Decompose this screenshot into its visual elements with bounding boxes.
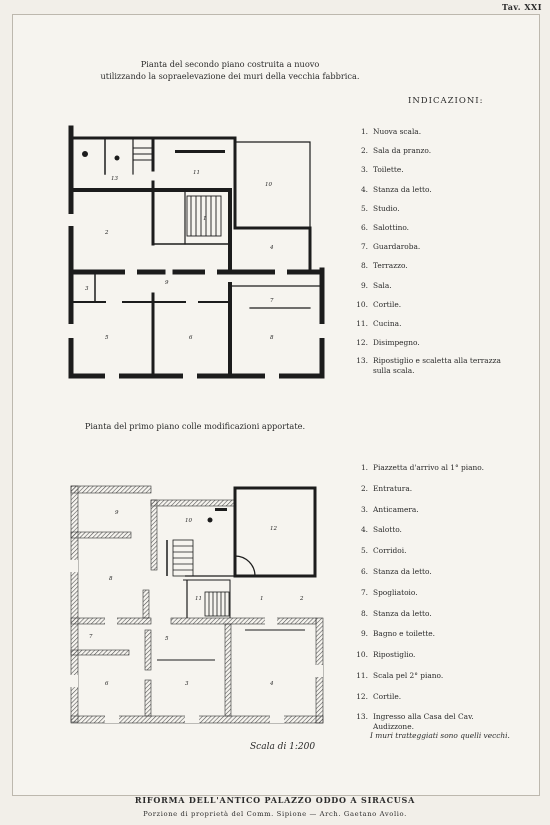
room-label-6: 6	[105, 681, 109, 687]
legend-item-number: 12.	[356, 691, 368, 701]
legend-item-number: 8.	[360, 608, 368, 618]
room-label-8: 8	[270, 335, 274, 341]
legend-title: INDICAZIONI:	[408, 96, 484, 106]
legend-item-text: Scala pel 2° piano.	[373, 670, 444, 680]
room-label-10: 10	[265, 182, 272, 188]
legend-item-text: Studio.	[373, 203, 400, 213]
legend-item	[350, 500, 503, 521]
legend-item-number: 11.	[356, 319, 368, 329]
legend-item-number: 13.	[356, 711, 368, 721]
legend-item	[350, 218, 503, 237]
room-label-3: 3	[85, 286, 89, 292]
legend-item	[350, 333, 503, 352]
legend-item-text: Terrazzo.	[373, 261, 408, 271]
legend-item	[350, 314, 503, 333]
legend-item	[350, 520, 503, 541]
bottom-plan-caption: Pianta del primo piano colle modificazioni apportate.	[84, 421, 306, 431]
legend-item-number: 9.	[360, 280, 368, 290]
room-label-12: 12	[270, 526, 277, 532]
legend-item-number: 7.	[360, 242, 368, 252]
legend-item	[350, 541, 503, 562]
room-label-5: 5	[105, 335, 109, 341]
legend-item-text: Cortile.	[373, 299, 402, 309]
legend-item	[350, 604, 503, 625]
legend-item	[350, 666, 503, 687]
legend-item-text: Entratura.	[373, 483, 413, 493]
legend-item-text: Nuova scala.	[373, 127, 422, 136]
legend-item-number: 2.	[360, 146, 368, 156]
walls-note: I muri tratteggiati sono quelli vecchi.	[370, 731, 510, 740]
legend-item-number: 6.	[360, 566, 368, 576]
legend-item-text: Salottino.	[373, 223, 410, 233]
legend-item-text: Toilette.	[373, 165, 404, 175]
footer-subtitle: Porzione di proprietà del Comm. Sipione — Arch. Gaetano Avolio.	[143, 810, 407, 818]
legend-item-text: Guardaroba.	[373, 242, 421, 252]
legend-item	[350, 562, 503, 583]
legend-item-number: 7.	[360, 587, 368, 597]
room-label-7: 7	[89, 634, 93, 640]
legend-item	[350, 237, 503, 256]
room-label-5: 5	[165, 636, 169, 642]
room-label-4: 4	[270, 681, 274, 687]
legend-item-text: Piazzetta d'arrivo al 1° piano.	[373, 463, 484, 472]
legend-item	[350, 687, 503, 708]
legend-item	[350, 122, 503, 141]
legend-item-text: Sala.	[373, 280, 392, 290]
legend-item-text: Stanza da letto.	[373, 566, 432, 576]
legend-item-text: Spogliatoio.	[373, 587, 418, 597]
legend-item-number: 9.	[360, 629, 368, 639]
legend-item	[350, 356, 503, 376]
legend-item-number: 11.	[356, 670, 368, 680]
legend-item-text: Ripostiglio e scaletta alla terrazza sulla scala.	[373, 356, 501, 376]
legend-item	[350, 295, 503, 314]
legend-item-text: Sala da pranzo.	[373, 146, 432, 156]
room-label-1: 1	[260, 596, 264, 602]
legend-item-text: Disimpegno.	[373, 338, 420, 348]
legend-item-text: Cortile.	[373, 691, 402, 701]
legend-item	[350, 276, 503, 295]
legend-item	[350, 160, 503, 179]
legend-item-text: Anticamera.	[373, 504, 419, 514]
legend-item-number: 12.	[356, 338, 368, 348]
room-label-1: 1	[203, 216, 207, 222]
legend-item-number: 1.	[360, 127, 368, 136]
legend-item	[350, 645, 503, 666]
footer-title: RIFORMA DELL'ANTICO PALAZZO ODDO A SIRACUSA	[134, 795, 416, 805]
room-label-8: 8	[109, 576, 113, 582]
legend-item	[350, 624, 503, 645]
legend-item-text: Stanza da letto.	[373, 608, 432, 618]
legend-item-number: 4.	[360, 525, 368, 535]
legend-item-text: Bagno e toilette.	[373, 629, 436, 639]
legend-item-number: 2.	[360, 483, 368, 493]
legend-item-number: 1.	[360, 463, 368, 472]
legend-item	[350, 458, 503, 479]
legend-item-number: 3.	[360, 504, 368, 514]
legend-item	[350, 479, 503, 500]
top-plan-caption	[60, 58, 400, 82]
legend-item-number: 4.	[360, 184, 368, 194]
legend-item-number: 10.	[356, 650, 368, 660]
legend-item-number: 3.	[360, 165, 368, 175]
room-label-9: 9	[115, 510, 119, 516]
legend-item-number: 6.	[360, 223, 368, 233]
legend-item-text: Stanza da letto.	[373, 184, 432, 194]
legend-item-number: 5.	[360, 203, 368, 213]
legend-item-text: Cucina.	[373, 319, 402, 329]
top-legend	[350, 122, 503, 381]
room-label-9: 9	[165, 280, 169, 286]
legend-item-text: Salotto.	[373, 525, 402, 535]
room-label-2: 2	[300, 596, 304, 602]
second-floor-plan	[65, 124, 327, 380]
room-label-13: 13	[111, 176, 118, 182]
room-label-11: 11	[193, 170, 200, 176]
room-label-4: 4	[270, 245, 274, 251]
room-label-6: 6	[189, 335, 193, 341]
legend-item	[350, 256, 503, 275]
legend-item-number: 5.	[360, 546, 368, 556]
first-floor-plan	[65, 480, 327, 730]
legend-item-text: Corridoi.	[373, 546, 407, 556]
legend-item-number: 10.	[356, 299, 368, 309]
room-label-2: 2	[105, 230, 109, 236]
top-caption-line2: utilizzando la sopraelevazione dei muri della vecchia fabbrica.	[100, 71, 360, 81]
scale-label: Scala di 1:200	[250, 742, 316, 752]
room-label-11: 11	[195, 596, 202, 602]
legend-item-number: 8.	[360, 261, 368, 271]
room-label-3: 3	[185, 681, 189, 687]
legend-item	[350, 180, 503, 199]
legend-item	[350, 583, 503, 604]
legend-item	[350, 199, 503, 218]
plate-number: Tav. XXI	[502, 2, 542, 12]
legend-item-number: 13.	[356, 356, 368, 366]
legend-item	[350, 712, 503, 732]
legend-item	[350, 141, 503, 160]
bottom-legend	[350, 458, 503, 737]
legend-item-text: Ingresso alla Casa del Cav. Audizzone.	[373, 711, 474, 731]
room-label-10: 10	[185, 518, 192, 524]
room-label-7: 7	[270, 298, 274, 304]
top-caption-line1: Pianta del secondo piano costruita a nuovo	[140, 59, 320, 69]
legend-item-text: Ripostiglio.	[373, 650, 416, 660]
